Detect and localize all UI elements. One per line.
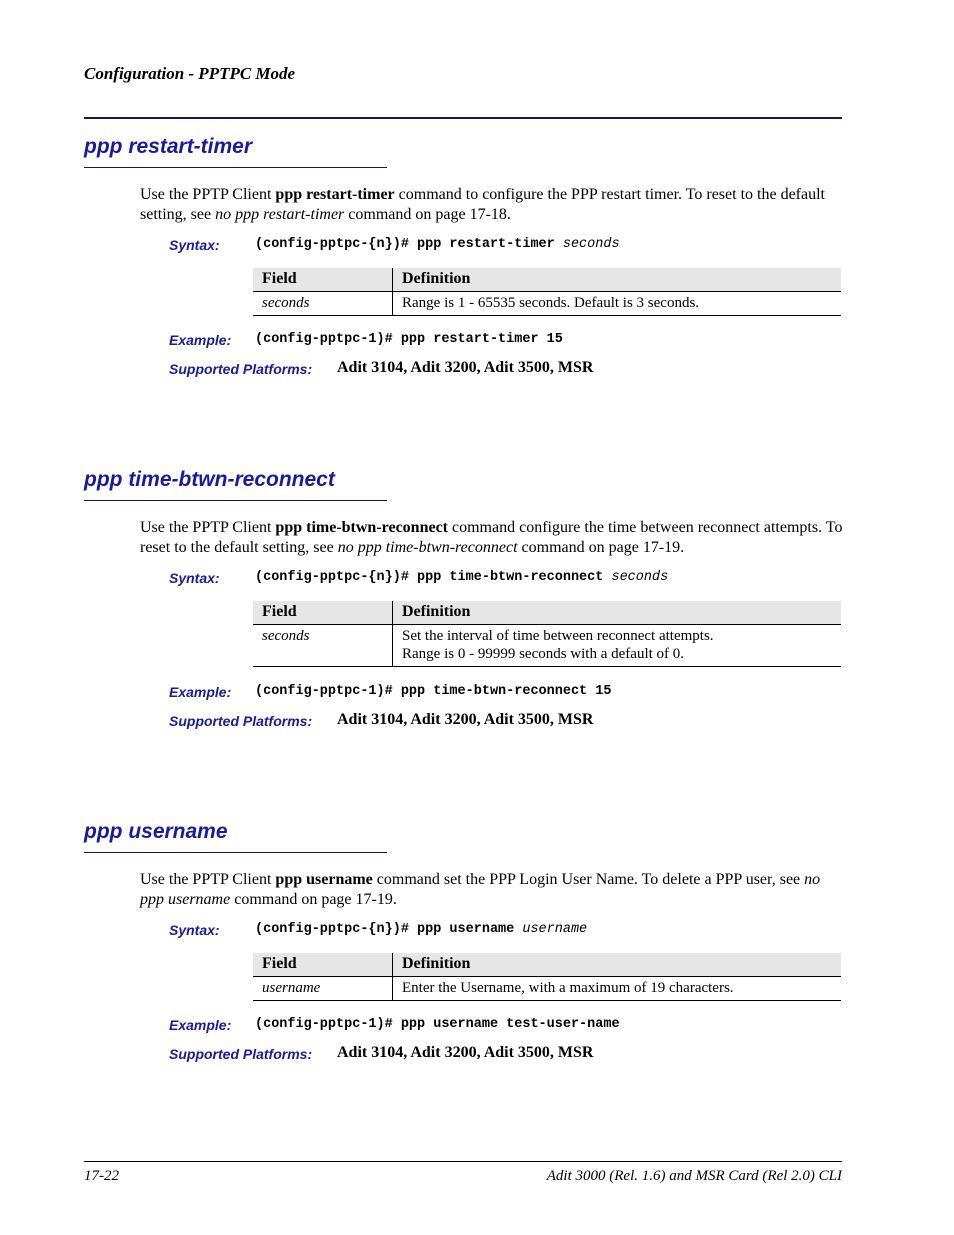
platforms-value: Adit 3104, Adit 3200, Adit 3500, MSR — [337, 359, 594, 376]
table-cell-definition: Set the interval of time between reconnect attempts. Range is 0 - 99999 seconds with a default of 0. — [393, 625, 842, 667]
table-row — [253, 625, 841, 667]
example-label: Example: — [169, 684, 232, 700]
table-cell-definition: Enter the Username, with a maximum of 19 characters. — [393, 977, 842, 1001]
platforms-value: Adit 3104, Adit 3200, Adit 3500, MSR — [337, 1044, 594, 1061]
field-table — [253, 953, 841, 1001]
syntax-command: (config-pptpc-{n})# ppp restart-timer seconds — [255, 237, 620, 252]
example-label: Example: — [169, 1017, 232, 1033]
platforms-label: Supported Platforms: — [169, 361, 313, 377]
table-header-field: Field — [253, 268, 393, 292]
table-header-definition: Definition — [393, 953, 842, 977]
section-rule — [84, 500, 387, 501]
footer-doc-title: Adit 3000 (Rel. 1.6) and MSR Card (Rel 2.0) CLI — [546, 1168, 842, 1184]
table-cell-field: username — [253, 977, 393, 1001]
platforms-value: Adit 3104, Adit 3200, Adit 3500, MSR — [337, 711, 594, 728]
table-row — [253, 292, 841, 316]
syntax-label: Syntax: — [169, 237, 220, 253]
example-command: (config-pptpc-1)# ppp username test-user-name — [255, 1017, 620, 1032]
section-description: Use the PPTP Client ppp username command set the PPP Login User Name. To delete a PPP user, see no ppp username command on page 17-19. — [140, 871, 821, 908]
syntax-label: Syntax: — [169, 922, 220, 938]
table-header-definition: Definition — [393, 268, 842, 292]
section-description: Use the PPTP Client ppp restart-timer command to configure the PPP restart timer. To reset to the default setting, see no ppp restart-timer command on page 17-18. — [140, 186, 825, 223]
section-rule — [84, 167, 387, 168]
table-cell-field: seconds — [253, 625, 393, 667]
field-table — [253, 601, 841, 667]
footer-page-number: 17-22 — [84, 1168, 119, 1184]
header-rule — [84, 117, 842, 119]
field-table — [253, 268, 841, 316]
footer-rule — [84, 1161, 842, 1162]
section-title-time-btwn-reconnect: ppp time-btwn-reconnect — [84, 468, 335, 491]
example-label: Example: — [169, 332, 232, 348]
table-cell-definition: Range is 1 - 65535 seconds. Default is 3 seconds. — [393, 292, 842, 316]
platforms-label: Supported Platforms: — [169, 713, 313, 729]
table-header-definition: Definition — [393, 601, 842, 625]
section-title-username: ppp username — [84, 820, 228, 843]
syntax-command: (config-pptpc-{n})# ppp username username — [255, 922, 588, 937]
syntax-command: (config-pptpc-{n})# ppp time-btwn-reconnect seconds — [255, 570, 669, 585]
section-title-restart-timer: ppp restart-timer — [84, 135, 253, 158]
example-command: (config-pptpc-1)# ppp time-btwn-reconnect 15 — [255, 684, 612, 699]
platforms-label: Supported Platforms: — [169, 1046, 313, 1062]
section-rule — [84, 852, 387, 853]
page-header-title: Configuration - PPTPC Mode — [84, 64, 296, 83]
example-command: (config-pptpc-1)# ppp restart-timer 15 — [255, 332, 563, 347]
table-row — [253, 977, 841, 1001]
table-header-field: Field — [253, 601, 393, 625]
table-cell-field: seconds — [253, 292, 393, 316]
syntax-label: Syntax: — [169, 570, 220, 586]
table-header-field: Field — [253, 953, 393, 977]
section-description: Use the PPTP Client ppp time-btwn-reconnect command configure the time between reconnect attempts. To reset to the default setting, see no ppp time-btwn-reconnect command on page 17-19. — [140, 519, 843, 556]
